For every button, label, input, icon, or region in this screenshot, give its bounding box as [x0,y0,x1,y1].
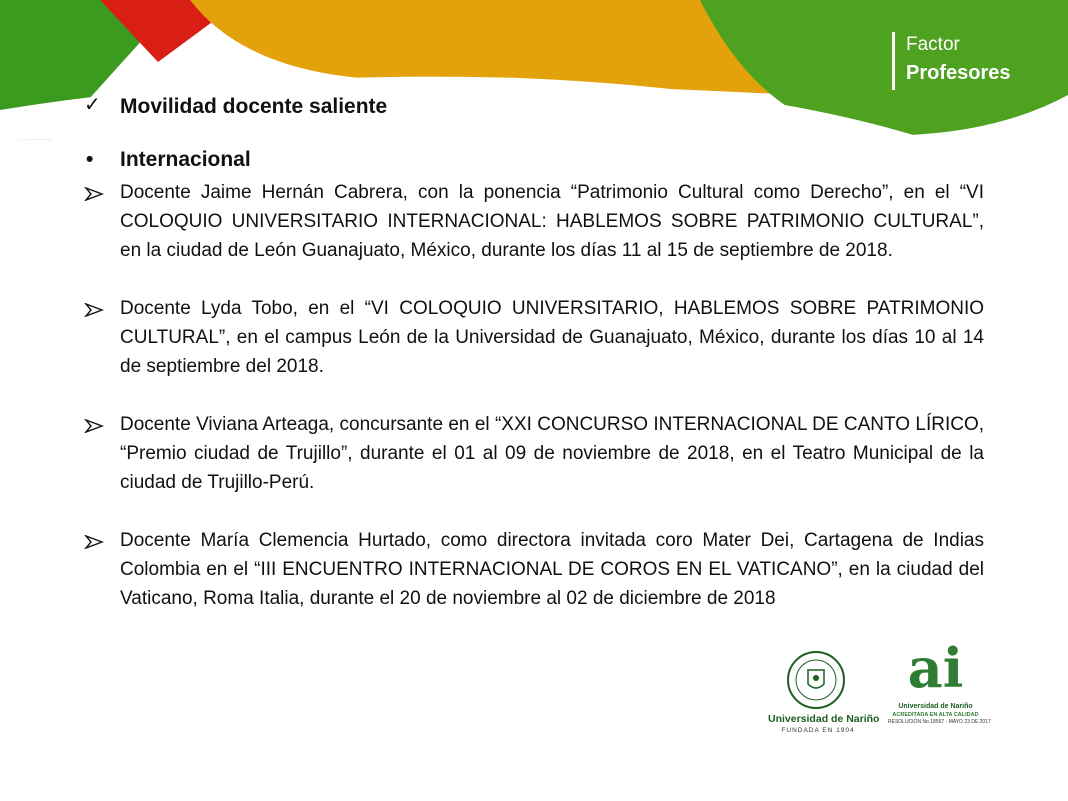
list-item-text: Docente Jaime Hernán Cabrera, con la ponencia “Patrimonio Cultural como Derecho”, en el “VI COLOQUIO UNIVERSITARIO INTERNACIONAL: HABLEMOS SOBRE PATRIMONIO CULTURAL”, en la ciudad de León Guanajuato, México, durante los días 11 al 15 de septiembre de 2018. [120,182,984,261]
accreditation-mark: ai [907,636,964,700]
brand-line1: Factor [906,34,960,55]
accreditation-resolution: RESOLUCIÓN No.18567 - MAYO 23 DE 2017 [888,719,991,725]
university-logo [768,650,880,734]
arrow-bullet-icon [84,419,104,433]
list-item [84,410,984,497]
checkmark-icon: ✓ [84,94,101,116]
university-founded: FUNDADA EN 1904 [781,727,855,734]
university-name: Universidad de Nariño [768,713,880,725]
list-item [84,526,984,613]
list-item-text: Docente Lyda Tobo, en el “VI COLOQUIO UNIVERSITARIO, HABLEMOS SOBRE PATRIMONIO CULTURAL”, en el campus León de la Universidad de Guanajuato, México, durante los días 10 al 14 de septiembre del 2018. [120,298,984,377]
heading-text: Movilidad docente saliente [120,95,388,118]
arrow-bullet-icon [84,303,104,317]
bullet-icon: • [86,148,94,171]
accreditation-status: ACREDITADA EN ALTA CALIDAD [892,712,979,718]
section-title [84,148,984,178]
section-title-text: Internacional [120,148,251,171]
accreditation-university: Universidad de Nariño [898,703,973,710]
list-item-text: Docente María Clemencia Hurtado, como directora invitada coro Mater Dei, Cartagena de Indias Colombia en el “III ENCUENTRO INTERNACIONAL DE COROS EN EL VATICANO”, en la ciudad del Vaticano, Roma Italia, durante el 20 de noviembre al 02 de diciembre de 2018 [120,530,984,609]
arrow-bullet-icon [84,535,104,549]
accreditation-logo [888,636,991,728]
brand-line2: Profesores [906,62,1011,84]
item-list [84,178,984,613]
heading [84,92,984,126]
list-item [84,178,984,265]
list-item-text: Docente Viviana Arteaga, concursante en el “XXI CONCURSO INTERNACIONAL DE CANTO LÍRICO, “Premio ciudad de Trujillo”, durante el 01 al 09 de noviembre de 2018, en el Teatro Municipal de la ciudad de Trujillo-Perú. [120,414,984,493]
slide-content [84,92,984,642]
list-item [84,294,984,381]
brand-divider [892,32,895,90]
university-seal-icon [786,650,846,710]
arrow-bullet-icon [84,187,104,201]
